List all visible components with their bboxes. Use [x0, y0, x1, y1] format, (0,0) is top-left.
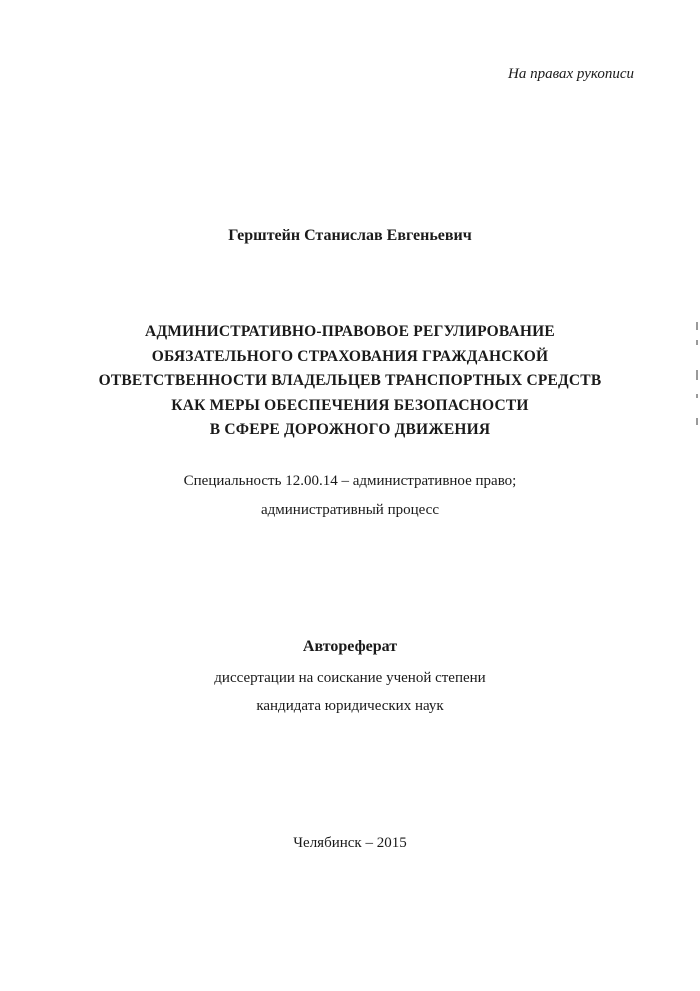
title-line: АДМИНИСТРАТИВНО-ПРАВОВОЕ РЕГУЛИРОВАНИЕ [145, 323, 555, 340]
scan-edge-marks [695, 322, 698, 432]
dissertation-title [60, 320, 640, 443]
abstract-line: кандидата юридических наук [256, 698, 444, 714]
title-line: ОБЯЗАТЕЛЬНОГО СТРАХОВАНИЯ ГРАЖДАНСКОЙ [151, 347, 549, 365]
title-line: В СФЕРЕ ДОРОЖНОГО ДВИЖЕНИЯ [209, 421, 491, 438]
title-line: КАК МЕРЫ ОБЕСПЕЧЕНИЯ БЕЗОПАСНОСТИ [171, 396, 529, 414]
specialty-line: Специальность 12.00.14 – административное право; [183, 473, 517, 489]
specialty-block [0, 467, 700, 525]
author-name: Герштейн Станислав Евгеньевич [228, 227, 472, 244]
specialty-line: административный процесс [261, 502, 439, 518]
abstract-block [0, 636, 700, 720]
manuscript-rights-note: На правах рукописи [508, 66, 634, 82]
abstract-heading: Автореферат [302, 638, 398, 655]
title-line: ОТВЕТСТВЕННОСТИ ВЛАДЕЛЬЦЕВ ТРАНСПОРТНЫХ СРЕДСТВ [98, 372, 602, 389]
city-year: Челябинск – 2015 [293, 835, 407, 851]
abstract-line: диссертации на соискание ученой степени [214, 670, 486, 686]
